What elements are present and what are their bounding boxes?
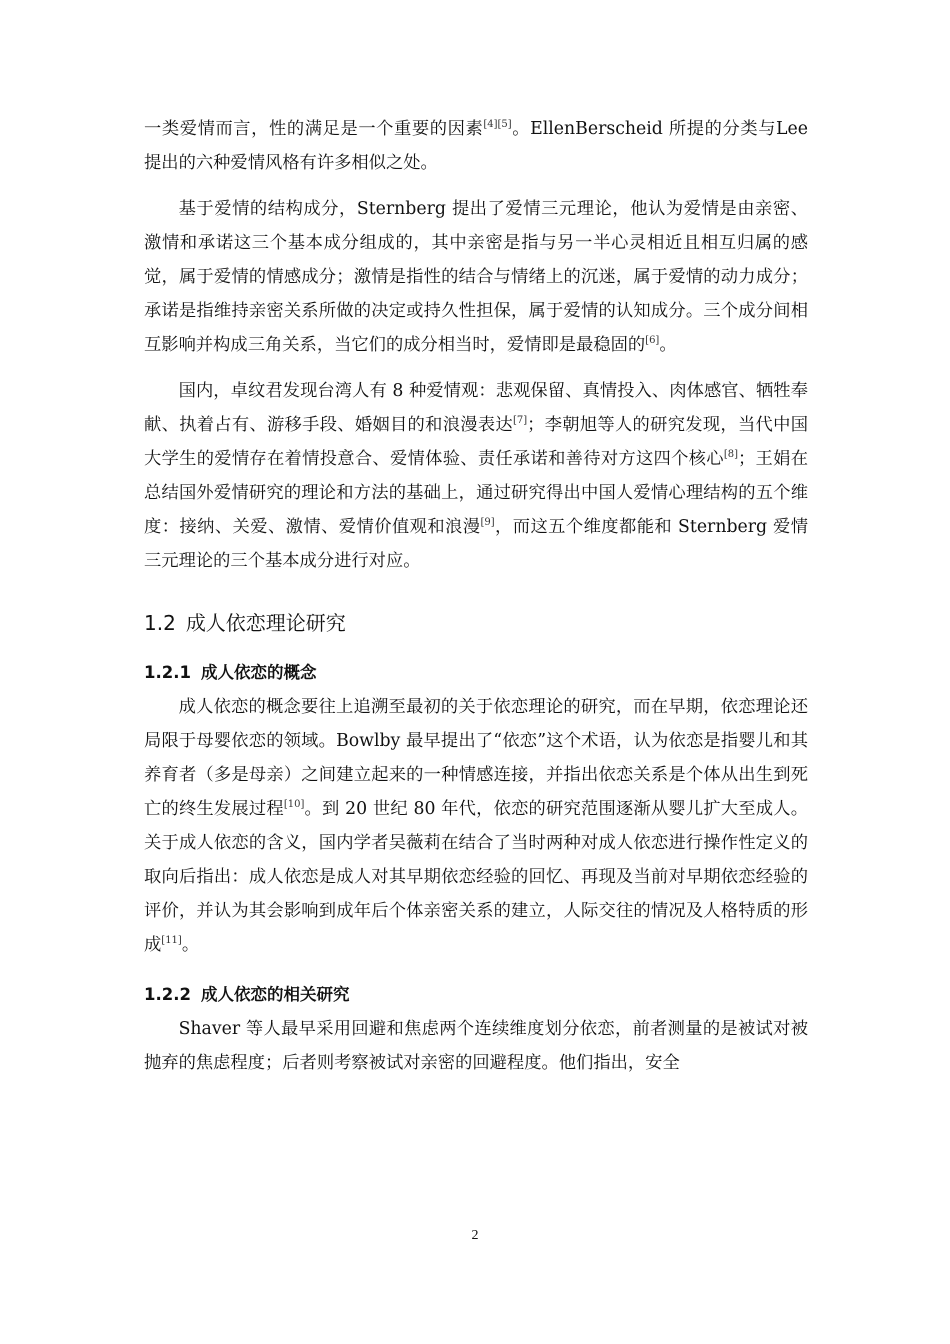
section-title: 成人依恋理论研究: [185, 611, 346, 635]
citation-ref: [9]: [480, 517, 495, 528]
citation-ref: [7]: [512, 415, 528, 426]
paragraph-text: 一类爱情而言，性的满足是一个重要的因素: [144, 119, 484, 139]
citation-ref: [8]: [723, 449, 738, 460]
citation-ref: [10]: [283, 799, 305, 810]
paragraph-love-categories-continued: [144, 112, 808, 180]
subsection-heading-1-2-2: [144, 978, 808, 1012]
paragraph-text: 成人依恋的概念要往上追溯至最初的关于依恋理论的研究，而在早期，依恋理论还局限于母婴依恋的领域。Bowlby 最早提出了“依恋”这个术语，认为依恋是指婴儿和其养育者（多是母亲）之间建立起来的一种情感连接，并指出依恋关系是个体从出生到死亡的终生发展过程: [144, 697, 808, 819]
citation-ref: [5]: [497, 119, 512, 130]
section-number: 1.2: [144, 611, 176, 635]
subsection-number: 1.2.2: [144, 985, 191, 1004]
citation-ref: [4]: [483, 119, 498, 130]
subsection-title: 成人依恋的相关研究: [200, 985, 350, 1004]
paragraph-text: ；李朝旭等人的研究发现，当代中国大学生的爱情存在着情投意合、爱情体验、责任承诺和善待对方这四个核心: [144, 415, 808, 469]
paragraph-adult-attachment-concept: [144, 690, 808, 962]
paragraph-text: Shaver 等人最早采用回避和焦虑两个连续维度划分依恋，前者测量的是被试对被抛弃的焦虑程度；后者则考察被试对亲密的回避程度。他们指出，安全: [144, 1019, 808, 1073]
paragraph-text: 。EllenBerscheid 所提的分类与Lee 提出的六种爱情风格有许多相似之处。: [144, 119, 808, 173]
subsection-heading-1-2-1: [144, 656, 808, 690]
paragraph-text: ，而这五个维度都能和 Sternberg 爱情三元理论的三个基本成分进行对应。: [144, 517, 808, 571]
paragraph-sternberg-triangular-theory: [144, 192, 808, 362]
page-number: 2: [471, 1228, 479, 1243]
paragraph-text: 。到 20 世纪 80 年代，依恋的研究范围逐渐从婴儿扩大至成人。关于成人依恋的含义，国内学者吴薇莉在结合了当时两种对成人依恋进行操作性定义的取向后指出：成人依恋是成人对其早期依恋经验的回忆、再现及当前对早期依恋经验的评价，并认为其会影响到成年后个体亲密关系的建立，人际交往的情况及人格特质的形成: [144, 799, 808, 955]
paragraph-text: ；王娟在总结国外爱情研究的理论和方法的基础上，通过研究得出中国人爱情心理结构的五个维度：接纳、关爱、激情、爱情价值观和浪漫: [144, 449, 808, 537]
paragraph-shaver-dimensions: [144, 1012, 808, 1080]
paragraph-text: 。: [181, 935, 200, 955]
subsection-number: 1.2.1: [144, 663, 191, 682]
paragraph-text: 。: [659, 335, 677, 355]
section-heading-1-2: [144, 606, 808, 640]
page-content: [144, 112, 808, 1080]
paragraph-text: 基于爱情的结构成分，Sternberg 提出了爱情三元理论，他认为爱情是由亲密、激情和承诺这三个基本成分组成的，其中亲密是指与另一半心灵相近且相互归属的感觉，属于爱情的情感成分；激情是指性的结合与情绪上的沉迷，属于爱情的动力成分；承诺是指维持亲密关系所做的决定或持久性担保，属于爱情的认知成分。三个成分间相互影响并构成三角关系，当它们的成分相当时，爱情即是最稳固的: [144, 199, 808, 355]
subsection-title: 成人依恋的概念: [200, 663, 317, 682]
citation-ref: [6]: [645, 335, 660, 346]
paragraph-domestic-research: [144, 374, 808, 578]
paragraph-text: 国内，卓纹君发现台湾人有 8 种爱情观：悲观保留、真情投入、肉体感官、牺牲奉献、执着占有、游移手段、婚姻目的和浪漫表达: [144, 381, 808, 435]
citation-ref: [11]: [161, 935, 182, 946]
